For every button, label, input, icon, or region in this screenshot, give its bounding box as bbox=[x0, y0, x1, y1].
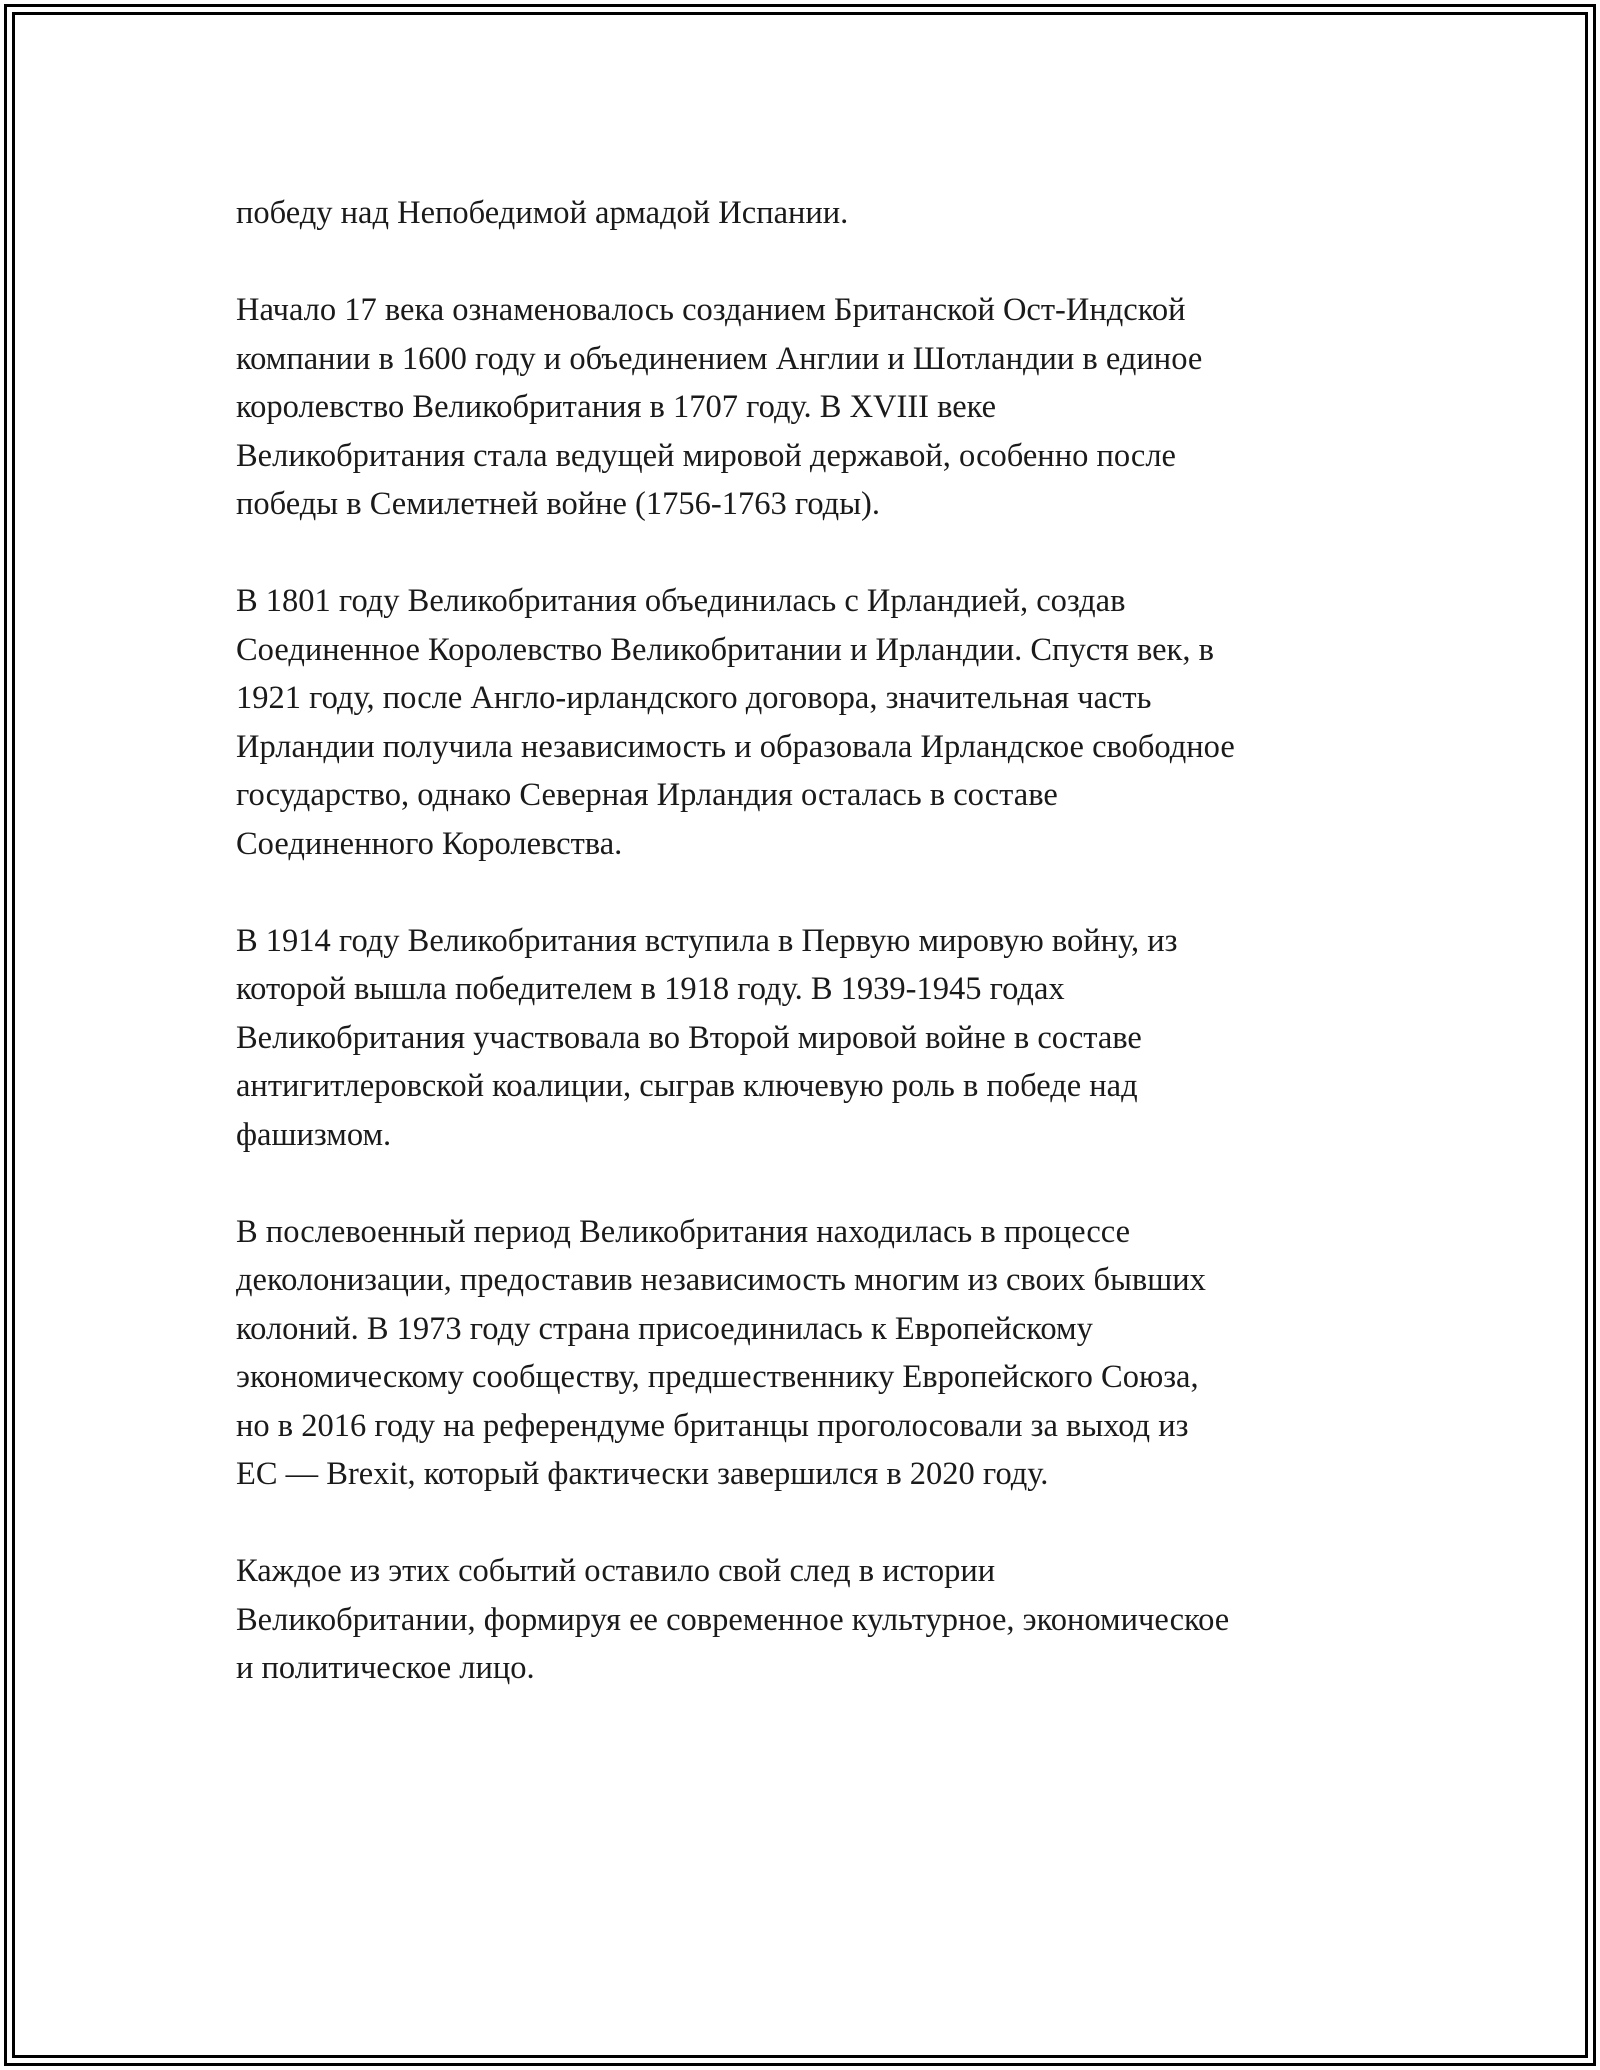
paragraph-world-wars bbox=[236, 917, 1376, 1160]
text-line: колоний. В 1973 году страна присоединилась к Европейскому bbox=[236, 1310, 1093, 1347]
text-line: экономическому сообществу, предшественнику Европейского Союза, bbox=[236, 1359, 1199, 1395]
text-line: деколонизации, предоставив независимость многим из своих бывших bbox=[236, 1262, 1206, 1298]
text-line: государство, однако Северная Ирландия осталась в составе bbox=[236, 777, 1058, 813]
text-line: 1921 году, после Англо-ирландского договора, значительная часть bbox=[236, 680, 1152, 716]
text-line: Соединенного Королевства. bbox=[236, 825, 623, 862]
text-line: ЕС — Brexit, который фактически завершился в 2020 году. bbox=[236, 1456, 1049, 1492]
paragraph-17th-century bbox=[236, 286, 1376, 529]
text-line: Каждое из этих событий оставило свой след в истории bbox=[236, 1553, 996, 1589]
text-line: Ирландии получила независимость и образовала Ирландское свободное bbox=[236, 728, 1235, 765]
text-line: победы в Семилетней войне (1756-1763 годы). bbox=[236, 486, 880, 522]
text-line: антигитлеровской коалиции, сыграв ключевую роль в победе над bbox=[236, 1068, 1138, 1104]
text-line: Великобритания стала ведущей мировой державой, особенно после bbox=[236, 437, 1176, 474]
paragraph-armada bbox=[236, 189, 1376, 238]
text-line: королевство Великобритания в 1707 году. В XVIII веке bbox=[236, 389, 997, 425]
text-line: фашизмом. bbox=[236, 1116, 392, 1153]
text-line: Великобритании, формируя ее современное культурное, экономическое bbox=[236, 1601, 1230, 1638]
paragraph-ireland bbox=[236, 577, 1376, 868]
text-line: В послевоенный период Великобритания находилась в процессе bbox=[236, 1213, 1131, 1250]
text-line: Начало 17 века ознаменовалось созданием Британской Ост-Индской bbox=[236, 292, 1186, 328]
text-line: которой вышла победителем в 1918 году. В 1939-1945 годах bbox=[236, 971, 1065, 1007]
text-line: и политическое лицо. bbox=[236, 1650, 535, 1686]
paragraph-postwar bbox=[236, 1208, 1376, 1499]
text-line: победу над Непобедимой армадой Испании. bbox=[236, 195, 849, 231]
text-line: В 1801 году Великобритания объединилась с Ирландией, создав bbox=[236, 583, 1126, 619]
text-line: но в 2016 году на референдуме британцы проголосовали за выход из bbox=[236, 1407, 1189, 1444]
document-body bbox=[236, 189, 1376, 1741]
text-line: компании в 1600 году и объединением Англии и Шотландии в единое bbox=[236, 340, 1203, 377]
paragraph-conclusion bbox=[236, 1547, 1376, 1693]
text-line: Соединенное Королевство Великобритании и Ирландии. Спустя век, в bbox=[236, 631, 1214, 668]
text-line: Великобритания участвовала во Второй мировой войне в составе bbox=[236, 1019, 1142, 1056]
text-line: В 1914 году Великобритания вступила в Первую мировую войну, из bbox=[236, 922, 1178, 959]
